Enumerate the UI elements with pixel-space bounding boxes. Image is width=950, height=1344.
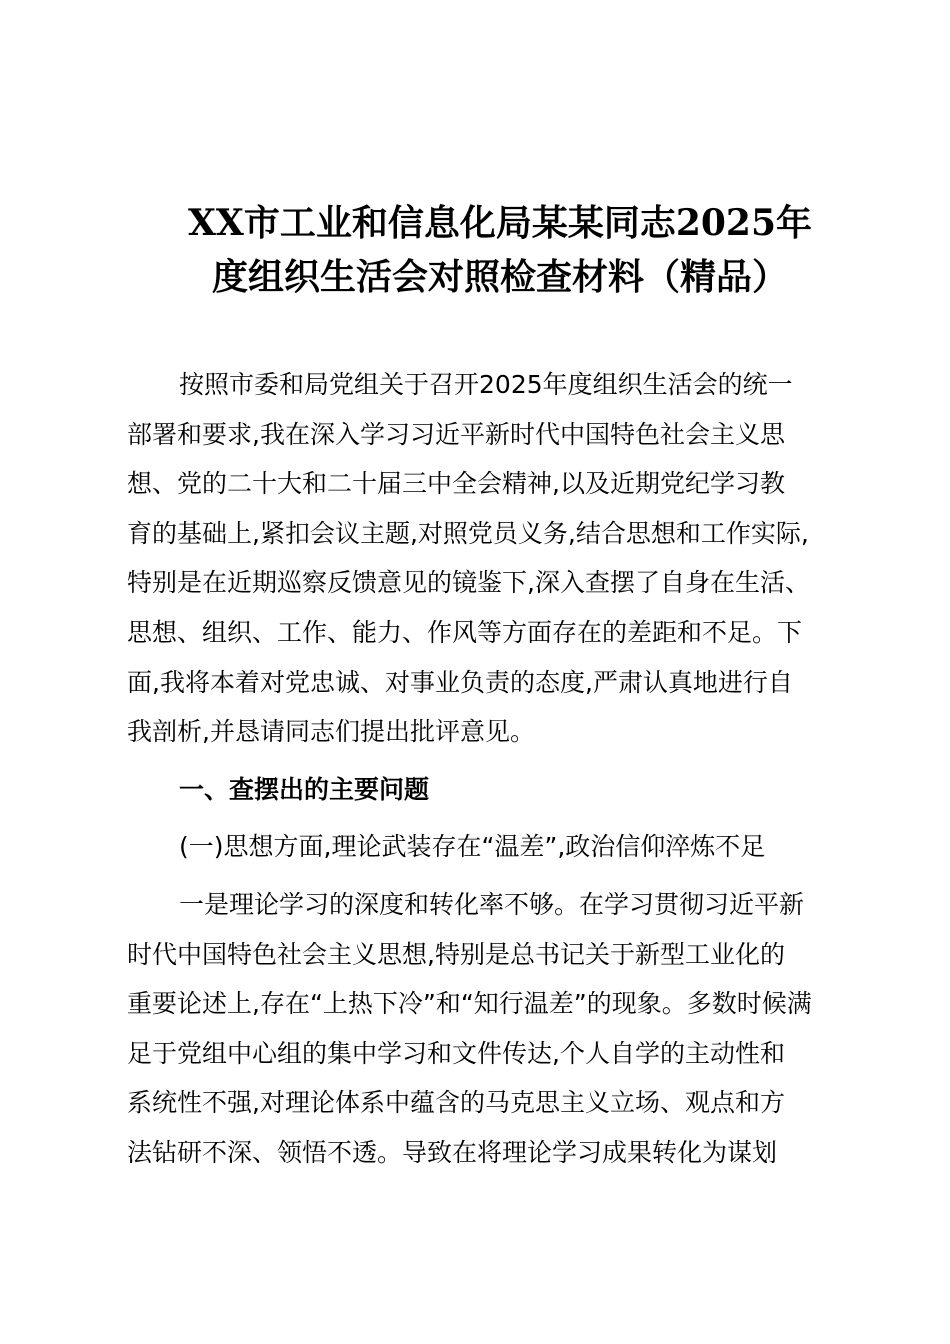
intro-line: 我剖析,并恳请同志们提出批评意见。 <box>127 717 535 747</box>
intro-line: 育的基础上,紧扣会议主题,对照党员义务,结合思想和工作实际, <box>127 518 809 548</box>
document-title <box>160 196 840 304</box>
intro-line: 思想、组织、工作、能力、作风等方面存在的差距和不足。下 <box>127 617 803 647</box>
document-body <box>127 360 827 1178</box>
point-paragraph <box>127 880 827 1178</box>
title-line-2: 度组织生活会对照检查材料（精品） <box>211 256 788 298</box>
subsection-paragraph <box>127 822 827 872</box>
intro-paragraph <box>127 360 827 757</box>
point-line: 时代中国特色社会主义思想,特别是总书记关于新型工业化的 <box>127 939 785 969</box>
point-line: 系统性不强,对理论体系中蕴含的马克思主义立场、观点和方 <box>127 1088 785 1118</box>
point-line: 一是理论学习的深度和转化率不够。在学习贯彻习近平新 <box>179 889 805 919</box>
intro-line: 想、党的二十大和二十届三中全会精神,以及近期党纪学习教 <box>127 469 785 499</box>
intro-line: 特别是在近期巡察反馈意见的镜鉴下,深入查摆了自身在生活、 <box>127 568 810 598</box>
subsection-heading: (一)思想方面,理论武装存在“温差”,政治信仰淬炼不足 <box>179 832 766 862</box>
point-line: 重要论述上,存在“上热下冷”和“知行温差”的现象。多数时候满 <box>127 989 812 1019</box>
point-line: 法钻研不深、领悟不透。导致在将理论学习成果转化为谋划 <box>127 1137 778 1167</box>
section-heading: 一、查摆出的主要问题 <box>179 774 430 804</box>
intro-line: 按照市委和局党组关于召开2025年度组织生活会的统一 <box>179 370 793 399</box>
title-line-1: XX市工业和信息化局某某同志2025年 <box>187 202 813 244</box>
intro-line: 面,我将本着对党忠诚、对事业负责的态度,严肃认真地进行自 <box>127 667 793 697</box>
intro-line: 部署和要求,我在深入学习习近平新时代中国特色社会主义思 <box>127 419 785 449</box>
point-line: 足于党组中心组的集中学习和文件传达,个人自学的主动性和 <box>127 1038 785 1068</box>
